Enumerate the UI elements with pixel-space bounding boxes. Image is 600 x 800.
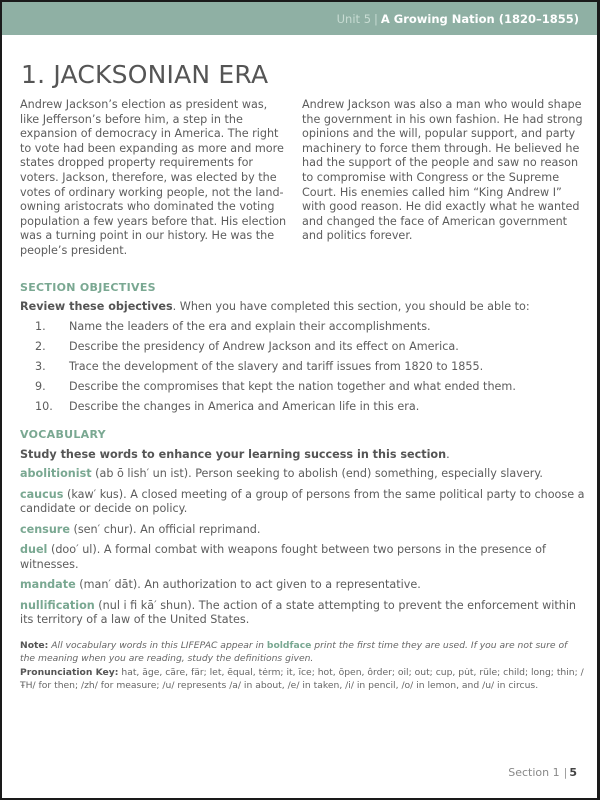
- note-highlight: boldface: [266, 640, 312, 651]
- unit-title: A Growing Nation (1820–1855): [380, 12, 579, 26]
- vocab-entry: [20, 543, 585, 572]
- vocab-term: censure: [20, 522, 70, 536]
- footer-separator: |: [563, 766, 568, 779]
- objective-text: Describe the presidency of Andrew Jackson and its effect on America.: [69, 340, 459, 353]
- objective-item: [20, 320, 580, 340]
- objectives-intro-text: . When you have completed this section, you should be able to:: [172, 300, 530, 313]
- vocab-term: duel: [20, 543, 48, 556]
- page-number: 5: [569, 766, 577, 779]
- vocab-definition: (man′ dāt). An authorization to act given to a representative.: [75, 578, 421, 591]
- objective-item: [20, 380, 580, 400]
- vocab-entry: [20, 467, 585, 482]
- objectives-heading: SECTION OBJECTIVES: [20, 281, 156, 294]
- intro-paragraph-left: Andrew Jackson’s election as president was, like Jefferson’s before him, a step in the expansion of democracy in America. The right to vote had been expanding as more and more states dropped property requirements for voters. Jackson, therefore, was elected by the votes of ordinary working people, not the land-owning aristocrats who dominated the voting population a few years before that. His election was a turning point in our history. He was the people’s president.: [20, 98, 287, 257]
- unit-header: [337, 12, 579, 26]
- vocabulary-note: [20, 640, 580, 665]
- vocab-entry: [20, 488, 585, 517]
- vocab-definition: (nul i fi kā′ shun). The action of a state attempting to prevent the enforcement within its territory of a law of the United States.: [20, 598, 577, 626]
- vocab-entry: [20, 578, 585, 593]
- objective-number: 3.: [35, 360, 46, 373]
- note-text-after: print the first time they are used. If you are not sure of the meaning when you are reading, study the definitions given.: [20, 640, 568, 664]
- vocabulary-intro-text: Study these words to enhance your learning success in this section: [20, 448, 447, 461]
- note-text-before: All vocabulary words in this LIFEPAC appear in: [48, 640, 267, 651]
- vocab-entry: [20, 523, 585, 538]
- objective-item: [20, 340, 580, 360]
- objective-number: 1.: [35, 320, 46, 333]
- unit-label: Unit 5: [336, 12, 372, 26]
- objective-text: Describe the changes in America and American life in this era.: [69, 400, 420, 413]
- header-separator: |: [374, 12, 378, 26]
- note-label: Note:: [20, 640, 49, 651]
- vocab-term: caucus: [20, 487, 64, 501]
- vocab-term: nullification: [20, 598, 95, 612]
- objective-item: [20, 360, 580, 380]
- pronunciation-key: [20, 667, 585, 692]
- objective-text: Name the leaders of the era and explain their accomplishments.: [69, 320, 431, 333]
- vocab-definition: (doo′ ul). A formal combat with weapons fought between two persons in the presence of witnesses.: [20, 543, 546, 571]
- page-footer: [508, 766, 577, 779]
- objective-item: [20, 400, 580, 420]
- footer-section-label: Section 1: [508, 766, 560, 779]
- section-title: 1. JACKSONIAN ERA: [21, 60, 269, 89]
- objectives-intro: [20, 300, 530, 313]
- workbook-page: [2, 2, 597, 798]
- vocab-term: mandate: [20, 578, 76, 591]
- objective-text: Trace the development of the slavery and tariff issues from 1820 to 1855.: [69, 360, 484, 373]
- vocab-definition: (sen′ chur). An official reprimand.: [69, 522, 261, 536]
- unit-header-bar: [2, 2, 597, 35]
- objectives-list: [20, 320, 580, 420]
- vocab-term: abolitionist: [20, 467, 92, 480]
- vocabulary-intro: [20, 448, 450, 461]
- vocabulary-heading: VOCABULARY: [20, 428, 106, 441]
- pronunciation-label: Pronunciation Key:: [20, 667, 119, 678]
- objectives-intro-bold: Review these objectives: [20, 300, 173, 313]
- intro-paragraph-right: Andrew Jackson was also a man who would shape the government in his own fashion. He had strong opinions and the will, popular support, and party machinery to force them through. He believed he had the support of the people and saw no reason to compromise with Congress or the Supreme Court. His enemies called him “King Andrew I” with good reason. He did exactly what he wanted and changed the face of American government and politics forever.: [302, 98, 583, 243]
- objective-number: 10.: [35, 400, 53, 413]
- objective-number: 2.: [35, 340, 46, 353]
- vocab-definition: (kaw′ kus). A closed meeting of a group of persons from the same political party to choose a candidate or decide on policy.: [20, 487, 585, 515]
- objective-text: Describe the compromises that kept the nation together and what ended them.: [69, 380, 516, 393]
- pronunciation-text: hat, āge, cãre, fär; let, ēqual, tėrm; it, īce; hot, ōpen, ôrder; oil; out; cup, pu̇t, rüle; child; long; thin; /ŦH/ for then; /zh/ for measure; /u/ represents /a/ in about, /e/ in taken, /i/ in pencil, /o/ in lemon, and /u/ in circus.: [20, 667, 584, 691]
- vocabulary-intro-end: .: [446, 448, 450, 461]
- vocab-definition: (ab ō lish′ un ist). Person seeking to abolish (end) something, especially slavery.: [91, 467, 543, 480]
- vocab-entry: [20, 599, 585, 628]
- objective-number: 9.: [35, 380, 46, 393]
- vocabulary-list: [20, 467, 585, 634]
